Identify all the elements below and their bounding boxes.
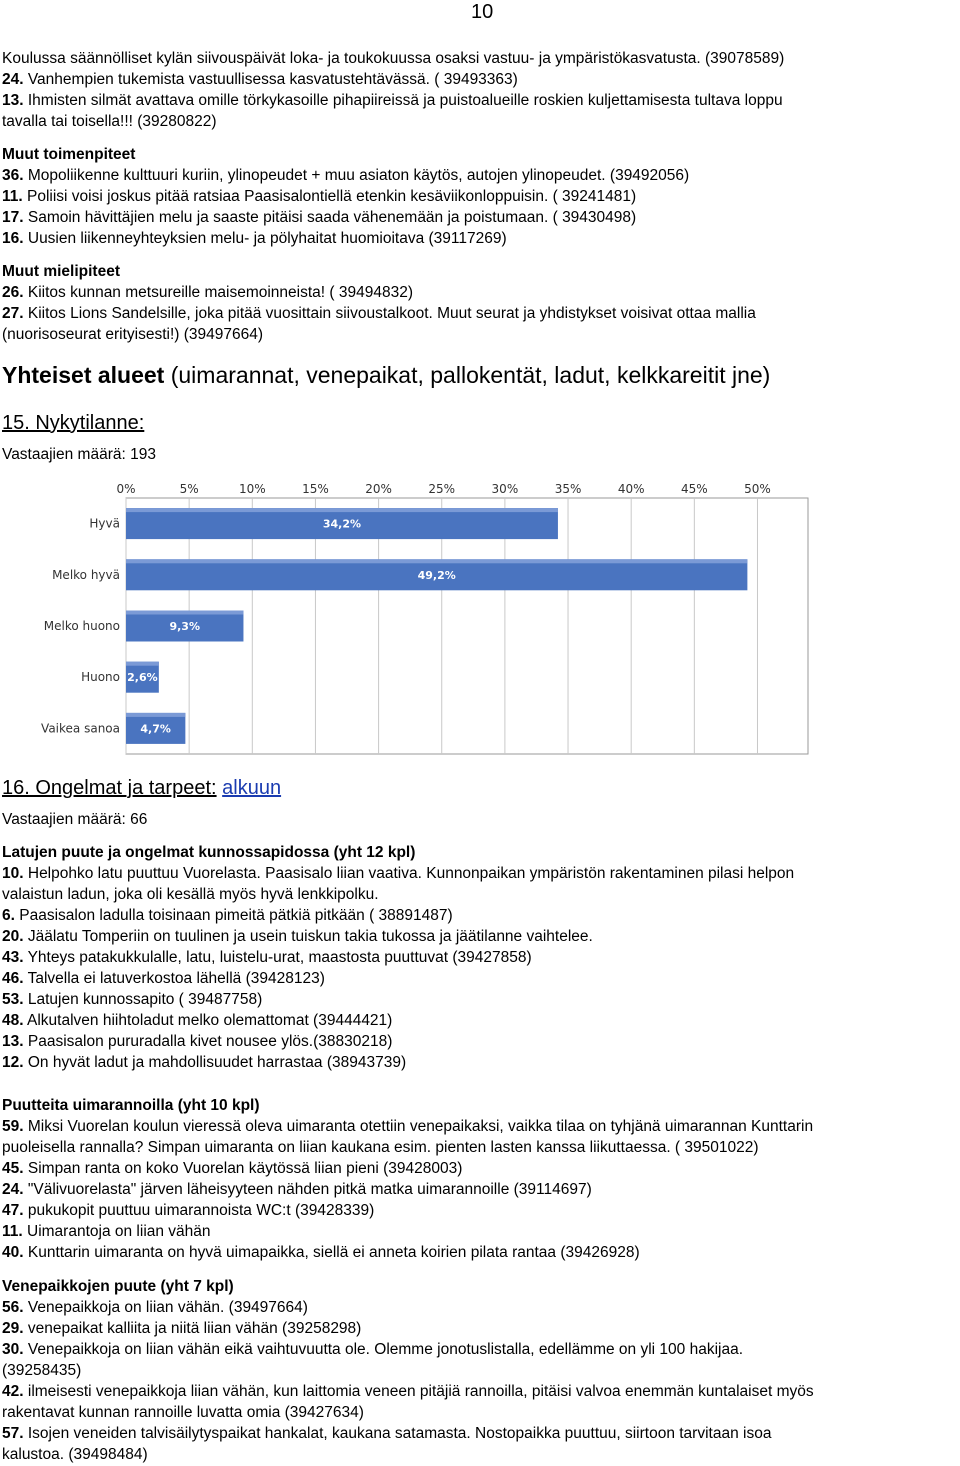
- list-item: 11. Poliisi voisi joskus pitää ratsiaa Paasisalontiellä etenkin kesäviikonloppuisin. ( 39241481): [2, 188, 637, 205]
- list-item: 29. venepaikat kalliita ja niitä liian vähän (39258298): [2, 1320, 362, 1337]
- list-item: 16. Uusien liikenneyhteyksien melu- ja pölyhaitat huomioitava (39117269): [2, 230, 507, 247]
- list-item: kalustoa. (39498484): [2, 1446, 148, 1463]
- tick-label: 20%: [365, 482, 392, 496]
- list-item: 24. "Välivuorelasta" järven läheisyyteen nähden pitkä matka uimarannoille (39114697): [2, 1181, 592, 1198]
- list-item: 45. Simpan ranta on koko Vuorelan käytössä liian pieni (39428003): [2, 1160, 463, 1177]
- tick-label: 5%: [179, 482, 199, 496]
- question-title: 15. Nykytilanne:: [2, 412, 145, 434]
- respondent-count: Vastaajien määrä: 66: [2, 811, 148, 828]
- section-heading: Muut mielipiteet: [2, 263, 120, 280]
- list-item: 57. Isojen veneiden talvisäilytyspaikat hankalat, kaukana satamasta. Nostopaikka puuttuu, siirtoon tarvitaan isoa: [2, 1425, 772, 1442]
- data-label: 34,2%: [322, 517, 362, 531]
- list-item: 30. Venepaikkoja on liian vähän eikä vaihtuvuutta ole. Olemme jonotuslistalla, edellämme on yli 100 hakijaa.: [2, 1341, 744, 1358]
- list-item: Koulussa säännölliset kylän siivouspäivät loka- ja toukokuussa osaksi vastuu- ja ympäristökasvatusta. (39078589): [2, 50, 785, 67]
- section-heading: Venepaikkojen puute (yht 7 kpl): [2, 1278, 234, 1295]
- list-item: 11. Uimarantoja on liian vähän: [2, 1223, 211, 1240]
- list-item: (39258435): [2, 1362, 82, 1379]
- category-label: Melko huono: [43, 619, 120, 633]
- section-heading: Muut toimenpiteet: [2, 146, 136, 163]
- list-item: 40. Kunttarin uimaranta on hyvä uimapaikka, siellä ei anneta koirien pilata rantaa (39426928): [2, 1244, 640, 1261]
- bar-highlight: [126, 662, 159, 666]
- list-item: 48. Alkutalven hiihtoladut melko olemattomat (39444421): [2, 1012, 393, 1029]
- list-item: 42. ilmeisesti venepaikkoja liian vähän, kun laittomia veneen pitäjiä rannoilla, pitäisi valvoa enemmän kuntalaiset myös: [2, 1383, 814, 1400]
- tick-label: 35%: [554, 482, 582, 496]
- bar-highlight: [126, 559, 747, 563]
- list-item: 53. Latujen kunnossapito ( 39487758): [2, 991, 263, 1008]
- list-item: 12. On hyvät ladut ja mahdollisuudet harrastaa (38943739): [2, 1054, 407, 1071]
- data-label: 49,2%: [417, 568, 456, 582]
- tick-label: 50%: [744, 482, 771, 496]
- list-item: (nuorisoseurat erityisesti!) (39497664): [2, 326, 264, 343]
- bar-highlight: [126, 508, 558, 512]
- tick-label: 45%: [680, 482, 708, 496]
- tick-label: 25%: [428, 482, 456, 496]
- bar-highlight: [126, 611, 243, 615]
- bar-highlight: [126, 713, 185, 717]
- list-item: 13. Paasisalon pururadalla kivet nousee ylös.(38830218): [2, 1033, 393, 1050]
- list-item: 43. Yhteys patakukkulalle, latu, luistelu-urat, maastosta puuttuvat (39427858): [2, 949, 532, 966]
- section-title: Yhteiset alueet (uimarannat, venepaikat, pallokentät, ladut, kelkkareitit jne): [2, 362, 771, 388]
- bar-chart: [30, 482, 810, 758]
- section-heading: Puutteita uimarannoilla (yht 10 kpl): [2, 1097, 260, 1114]
- respondent-count: Vastaajien määrä: 193: [2, 446, 156, 463]
- list-item: 10. Helpohko latu puuttuu Vuorelasta. Paasisalo liian vaativa. Kunnonpaikan ympäristön rakentaminen pilasi helpon: [2, 865, 795, 882]
- category-label: Huono: [81, 670, 120, 685]
- list-item: 26. Kiitos kunnan metsureille maisemoinneista! ( 39494832): [2, 284, 413, 301]
- alkuun-link[interactable]: alkuun: [222, 777, 282, 799]
- list-item: 6. Paasisalon ladulla toisinaan pimeitä pätkiä pitkään ( 38891487): [2, 907, 453, 924]
- tick-label: 0%: [116, 482, 136, 496]
- data-label: 2,6%: [127, 671, 158, 685]
- section-heading: Latujen puute ja ongelmat kunnossapidossa (yht 12 kpl): [2, 844, 416, 861]
- list-item: 36. Mopoliikenne kulttuuri kuriin, ylinopeudet + muu asiaton käytös, autojen ylinopeudet. (39492056): [2, 167, 690, 184]
- list-item: 59. Miksi Vuorelan koulun vieressä oleva uimaranta otettiin venepaikaksi, vaikka tilaa on tyhjänä uimarannan Kunttarin: [2, 1118, 814, 1135]
- tick-label: 40%: [617, 482, 645, 496]
- list-item: 13. Ihmisten silmät avattava omille törkykasoille pihapiireissä ja puistoalueille roskien kuljettamisesta tultava loppu: [2, 92, 783, 109]
- data-label: 4,7%: [140, 722, 171, 736]
- tick-label: 30%: [491, 482, 519, 496]
- category-label: Hyvä: [89, 516, 120, 531]
- category-label: Vaikea sanoa: [41, 721, 120, 736]
- list-item: 27. Kiitos Lions Sandelsille, joka pitää vuosittain siivoustalkoot. Muut seurat ja yhdistykset voisivat ottaa mallia: [2, 305, 756, 322]
- list-item: valaistun ladun, joka oli kesällä myös hyvä lenkkipolku.: [2, 886, 379, 903]
- list-item: 24. Vanhempien tukemista vastuullisessa kasvatustehtävässä. ( 39493363): [2, 71, 518, 88]
- list-item: tavalla tai toisella!!! (39280822): [2, 113, 217, 130]
- list-item: 56. Venepaikkoja on liian vähän. (39497664): [2, 1299, 308, 1316]
- tick-label: 15%: [302, 482, 329, 496]
- list-item: rakentavat kunnan rannoille luvatta omia (39427634): [2, 1404, 364, 1421]
- list-item: puoleisella rannalla? Simpan uimaranta on liian kaukana esim. pienten lasten kanssa liikuttaessa. ( 39501022): [2, 1139, 759, 1156]
- data-label: 9,3%: [169, 620, 200, 633]
- question-title: 16. Ongelmat ja tarpeet: alkuun: [2, 777, 282, 799]
- list-item: 46. Talvella ei latuverkostoa lähellä (39428123): [2, 970, 325, 987]
- list-item: 47. pukukopit puuttuu uimarannoista WC:t (39428339): [2, 1202, 375, 1219]
- category-label: Melko hyvä: [52, 567, 120, 582]
- tick-label: 10%: [238, 482, 266, 496]
- list-item: 20. Jäälatu Tomperiin on tuulinen ja usein tuiskun takia tukossa ja jäätilanne vaihtelee.: [2, 928, 593, 945]
- page-number: 10: [471, 1, 494, 23]
- list-item: 17. Samoin hävittäjien melu ja saaste pitäisi saada vähenemään ja poistumaan. ( 39430498): [2, 209, 637, 226]
